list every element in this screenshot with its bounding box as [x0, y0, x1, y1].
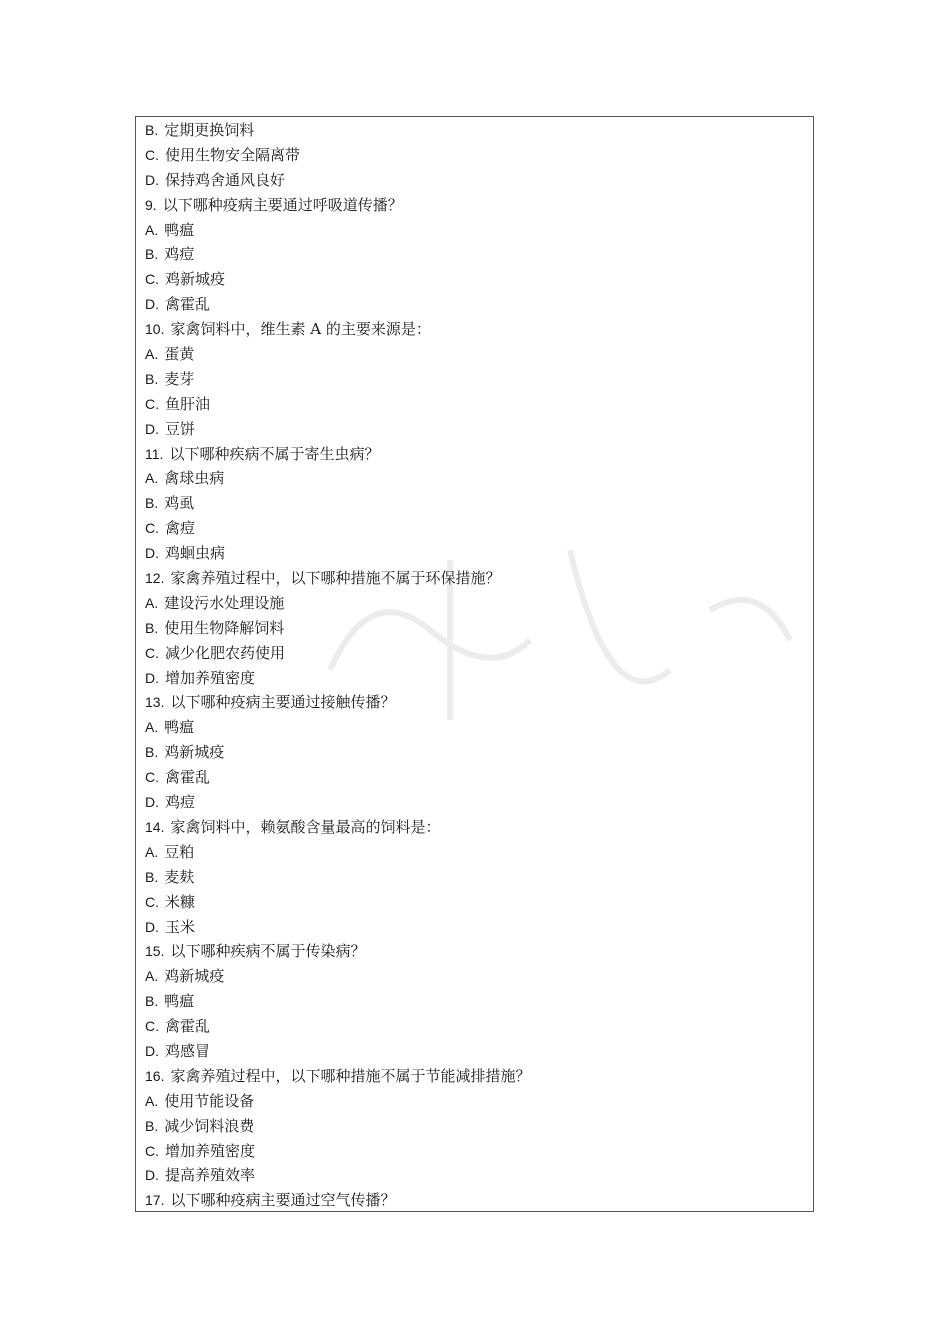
line-prefix: B. [145, 495, 159, 512]
line-prefix: 15. [145, 943, 165, 960]
line-text: 鸭瘟 [164, 992, 195, 1011]
option-line [145, 890, 807, 915]
line-text: 以下哪种疾病不属于寄生虫病？ [169, 444, 380, 463]
line-text: 减少化肥农药使用 [165, 643, 286, 662]
question-line [145, 442, 807, 467]
line-prefix: C. [145, 769, 159, 786]
line-text: 豆粕 [164, 842, 195, 861]
line-text: 麦芽 [164, 369, 195, 388]
option-line [145, 292, 807, 317]
line-prefix: A. [145, 968, 159, 985]
option-line [145, 765, 807, 790]
line-prefix: 17. [145, 1192, 165, 1209]
line-prefix: B. [145, 868, 159, 885]
line-prefix: A. [145, 843, 159, 860]
line-prefix: B. [145, 246, 159, 263]
line-prefix: 10. [145, 321, 165, 338]
line-prefix: C. [145, 520, 159, 537]
line-prefix: D. [145, 420, 159, 437]
option-line [145, 491, 807, 516]
line-prefix: D. [145, 296, 159, 313]
line-prefix: A. [145, 221, 159, 238]
question-line [145, 1064, 807, 1089]
option-line [145, 417, 807, 442]
line-prefix: C. [145, 395, 159, 412]
line-prefix: B. [145, 1117, 159, 1134]
line-text: 以下哪种疫病主要通过呼吸道传播？ [162, 195, 403, 214]
question-line [145, 690, 807, 715]
option-line [145, 466, 807, 491]
line-text: 鸡新城疫 [165, 270, 226, 289]
line-text: 增加养殖密度 [165, 1141, 256, 1160]
line-prefix: 9. [145, 196, 157, 213]
line-text: 减少饲料浪费 [164, 1116, 255, 1135]
question-line [145, 939, 807, 964]
line-prefix: C. [145, 893, 159, 910]
option-line [145, 1039, 807, 1064]
line-text: 鸡痘 [164, 245, 195, 264]
line-text: 使用生物安全隔离带 [165, 145, 301, 164]
line-text: 保持鸡舍通风良好 [165, 170, 286, 189]
line-text: 禽球虫病 [164, 469, 225, 488]
option-line [145, 790, 807, 815]
line-text: 鸡感冒 [165, 1041, 211, 1060]
line-prefix: C. [145, 271, 159, 288]
option-line [145, 218, 807, 243]
line-text: 使用节能设备 [164, 1091, 255, 1110]
line-text: 使用生物降解饲料 [164, 618, 285, 637]
line-prefix: 13. [145, 694, 165, 711]
line-prefix: 12. [145, 570, 165, 587]
option-line [145, 964, 807, 989]
line-text: 建设污水处理设施 [164, 593, 285, 612]
line-prefix: B. [145, 993, 159, 1010]
question-line [145, 566, 807, 591]
line-text: 禽痘 [165, 519, 196, 538]
line-text: 鸡新城疫 [164, 743, 225, 762]
line-text: 增加养殖密度 [165, 668, 256, 687]
line-text: 家禽养殖过程中，以下哪种措施不属于环保措施？ [170, 569, 501, 588]
question-line [145, 815, 807, 840]
line-prefix: D. [145, 669, 159, 686]
line-text: 以下哪种疾病不属于传染病？ [170, 942, 366, 961]
line-text: 鸡痘 [165, 793, 196, 812]
line-prefix: B. [145, 370, 159, 387]
option-line [145, 840, 807, 865]
line-text: 豆饼 [165, 419, 196, 438]
line-text: 家禽养殖过程中，以下哪种措施不属于节能减排措施？ [170, 1066, 531, 1085]
line-prefix: C. [145, 1018, 159, 1035]
line-text: 禽霍乱 [165, 768, 211, 787]
line-prefix: D. [145, 918, 159, 935]
line-prefix: 11. [145, 445, 164, 462]
line-text: 定期更换饲料 [164, 121, 255, 139]
line-prefix: A. [145, 594, 159, 611]
option-line [145, 168, 807, 193]
line-text: 鸡新城疫 [164, 967, 225, 986]
question-line [145, 193, 807, 218]
line-text: 禽霍乱 [165, 295, 211, 314]
line-prefix: D. [145, 171, 159, 188]
line-text: 蛋黄 [164, 345, 195, 364]
line-prefix: D. [145, 1042, 159, 1059]
line-text: 提高养殖效率 [165, 1166, 256, 1185]
option-line [145, 591, 807, 616]
line-prefix: A. [145, 470, 159, 487]
option-line [145, 616, 807, 641]
line-text: 玉米 [165, 917, 196, 936]
line-prefix: D. [145, 545, 159, 562]
option-line [145, 641, 807, 666]
option-line [145, 267, 807, 292]
line-prefix: A. [145, 719, 159, 736]
option-line [145, 715, 807, 740]
option-line [145, 740, 807, 765]
question-line [145, 317, 807, 342]
line-text: 鸡蛔虫病 [165, 544, 226, 563]
line-text: 鸭瘟 [164, 718, 195, 737]
line-prefix: C. [145, 146, 159, 163]
line-prefix: A. [145, 346, 159, 363]
line-text: 家禽饲料中，赖氨酸含量最高的饲料是： [170, 817, 441, 836]
option-line [145, 989, 807, 1014]
option-line [145, 666, 807, 691]
line-text: 以下哪种疫病主要通过接触传播？ [170, 693, 396, 712]
line-prefix: B. [145, 619, 159, 636]
document-frame [135, 116, 814, 1212]
option-line [145, 118, 807, 143]
line-prefix: 16. [145, 1067, 165, 1084]
line-text: 鸭瘟 [164, 220, 195, 239]
option-line [145, 541, 807, 566]
line-prefix: C. [145, 1142, 159, 1159]
question-list [145, 117, 807, 1212]
option-line [145, 516, 807, 541]
option-line [145, 1139, 807, 1164]
line-prefix: 14. [145, 818, 165, 835]
option-line [145, 367, 807, 392]
line-prefix: A. [145, 1092, 159, 1109]
option-line [145, 242, 807, 267]
option-line [145, 342, 807, 367]
line-text: 麦麸 [164, 867, 195, 886]
line-text: 家禽饲料中，维生素 A 的主要来源是： [170, 320, 431, 339]
line-prefix: D. [145, 1167, 159, 1184]
line-prefix: B. [145, 122, 159, 138]
line-text: 鱼肝油 [165, 394, 211, 413]
option-line [145, 1014, 807, 1039]
option-line [145, 392, 807, 417]
question-line [145, 1188, 807, 1213]
option-line [145, 1163, 807, 1188]
option-line [145, 1114, 807, 1139]
line-prefix: D. [145, 794, 159, 811]
line-prefix: B. [145, 744, 159, 761]
option-line [145, 915, 807, 940]
option-line [145, 1089, 807, 1114]
line-text: 以下哪种疫病主要通过空气传播？ [170, 1191, 396, 1210]
option-line [145, 143, 807, 168]
option-line [145, 865, 807, 890]
line-text: 禽霍乱 [165, 1017, 211, 1036]
line-text: 米糠 [165, 892, 196, 911]
line-prefix: C. [145, 644, 159, 661]
line-text: 鸡虱 [164, 494, 195, 513]
